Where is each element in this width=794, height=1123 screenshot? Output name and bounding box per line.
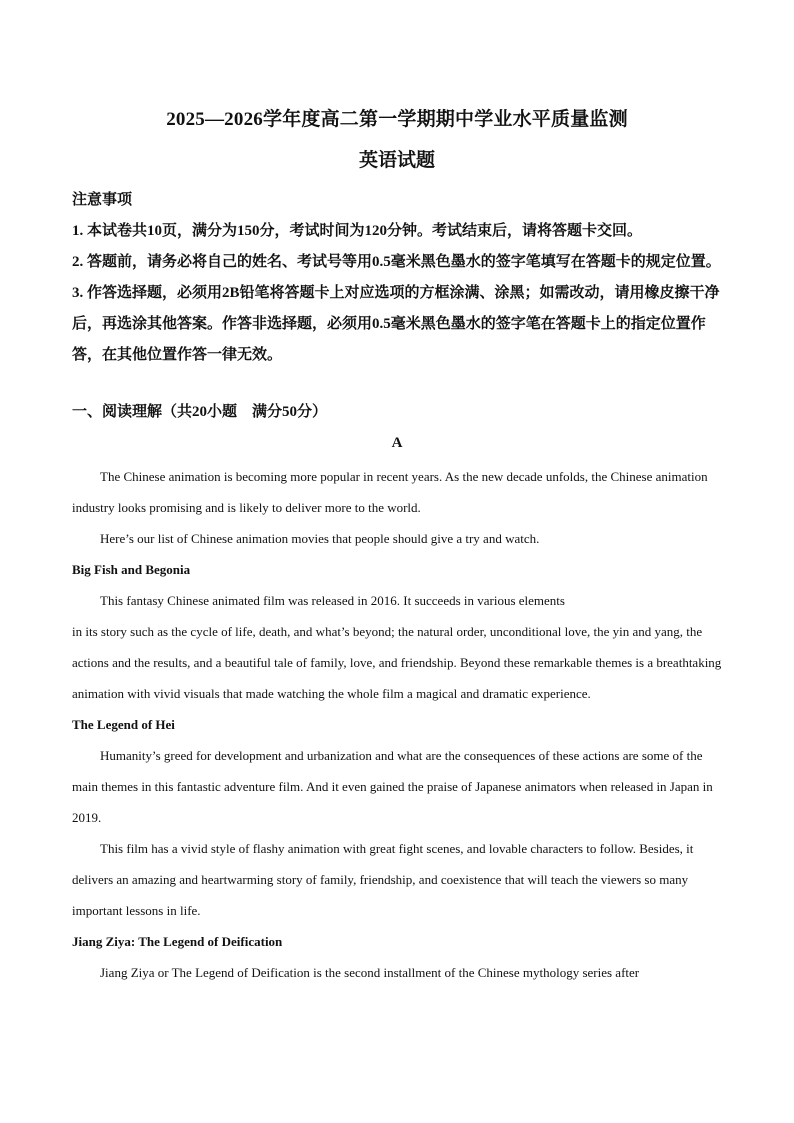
passage-intro-list-line: Here’s our list of Chinese animation movies that people should give a try and watch. [100, 531, 540, 546]
passage-label: A [391, 435, 403, 451]
section-heading: 一、阅读理解（共20小题 满分50分） [72, 404, 328, 420]
instruction-item-3: 3. 作答选择题，必须用2B铅笔将答题卡上对应选项的方框涂满、涂黑；如需改动，请用橡皮擦干净后，再选涂其他答案。作答非选择题，必须用0.5毫米黑色墨水的签字笔在答题卡上的指定位置作答，在其他位置作答一律无效。 [72, 285, 720, 363]
instruction-item-2: 2. 答题前，请务必将自己的姓名、考试号等用0.5毫米黑色墨水的签字笔填写在答题卡的规定位置。 [72, 254, 721, 270]
movie-title-jiang-ziya: Jiang Ziya: The Legend of Deification [72, 934, 283, 949]
movie-paragraph-line: This fantasy Chinese animated film was released in 2016. It succeeds in various elements [100, 593, 565, 608]
movie-paragraph: This film has a vivid style of flashy animation with great fight scenes, and lovable characters to follow. Besides, it delivers an amazing and heartwarming story of family, friendship, and coexistence that will teach the viewers so many important lessons in life. [72, 841, 694, 918]
instructions-block [72, 185, 724, 371]
instruction-item-1: 1. 本试卷共10页，满分为150分，考试时间为120分钟。考试结束后，请将答题卡交回。 [72, 223, 643, 239]
reading-passage [72, 461, 724, 988]
movie-title-legend-of-hei: The Legend of Hei [72, 717, 175, 732]
instructions-heading: 注意事项 [72, 192, 133, 208]
exam-title: 2025—2026学年度高二第一学期期中学业水平质量监测 [166, 109, 628, 130]
movie-paragraph: Jiang Ziya or The Legend of Deification is the second installment of the Chinese mythology series after [100, 965, 640, 980]
movie-paragraph: in its story such as the cycle of life, death, and what’s beyond; the natural order, unconditional love, the yin and yang, the actions and the results, and a beautiful tale of family, love, and friendship. Beyond these remarkable themes is a breathtaking animation with vivid visuals that made watching the whole film a magical and dramatic experience. [72, 624, 722, 701]
movie-paragraph: Humanity’s greed for development and urbanization and what are the consequences of these actions are some of the main themes in this fantastic adventure film. And it even gained the praise of Japanese animators when released in Japan in 2019. [72, 748, 713, 825]
exam-subtitle: 英语试题 [358, 150, 435, 171]
passage-intro-paragraph: The Chinese animation is becoming more popular in recent years. As the new decade unfolds, the Chinese animation industry looks promising and is likely to deliver more to the world. [72, 469, 708, 515]
movie-title-big-fish: Big Fish and Begonia [72, 562, 191, 577]
